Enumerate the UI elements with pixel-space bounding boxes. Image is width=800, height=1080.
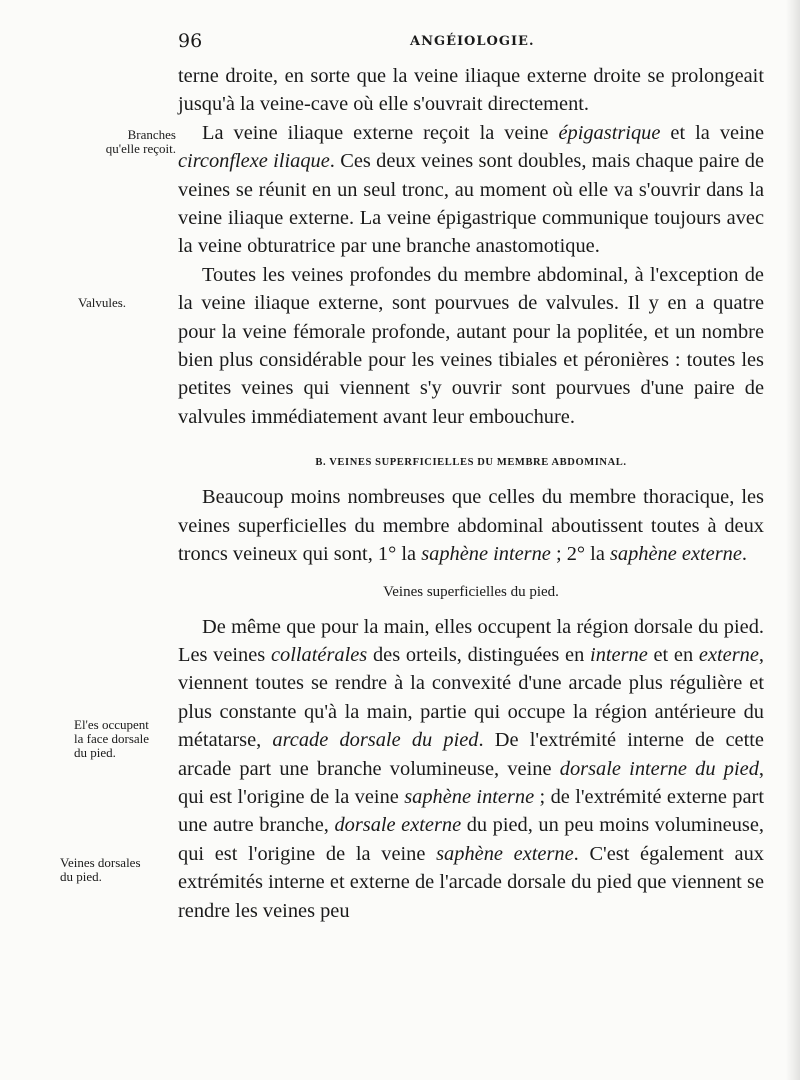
term-epigastrique: épigastrique xyxy=(558,121,661,144)
paragraph-valvules: Toutes les veines profondes du membre abdominal, à l'exception de la veine iliaque externe, sont pourvues de valvules. Il y en a quatre pour la veine fémorale profonde, autant pour la poplitée, et un nombre bien plus considérable pour les veines tibiales et péronières : toutes les petites veines qui viennent s'y ouvrir sont pourvues d'une paire de valvules immédiatement avant leur embouchure. xyxy=(178,263,764,428)
sidenote-valvules xyxy=(78,296,168,310)
running-head xyxy=(178,30,763,54)
sidenote-line: El'es occupent xyxy=(74,717,149,732)
term-saphene-interne-2: saphène interne xyxy=(404,785,535,808)
sidenote-line: du pied. xyxy=(60,869,102,884)
term-dorsale-externe: dorsale externe xyxy=(334,814,462,837)
term-saphene-interne: saphène interne xyxy=(421,543,551,566)
section-heading: B. VEINES SUPERFICIELLES DU MEMBRE ABDOMINAL. xyxy=(315,457,627,469)
page-number: 96 xyxy=(178,30,203,52)
page-edge-shadow xyxy=(786,0,800,1080)
paragraph-branches: La veine iliaque externe reçoit la veine épigastrique et la veine circonflexe iliaque. Ces deux veines sont doubles, mais chaque paire de veines se réunit en un seul tronc, au moment où elle va s'ouvrir dans la veine iliaque externe. La veine épigastrique communique toujours avec la veine obturatrice par une branche anastomotique. xyxy=(178,121,765,258)
term-externe: externe xyxy=(698,643,759,666)
sidenote-line: Valvules. xyxy=(78,295,127,310)
term-saphene-externe: saphène externe xyxy=(609,543,742,566)
paragraph-pied: De même que pour la main, elles occupent la région dorsale du pied. Les veines collatérales des orteils, distinguées en interne et en externe, viennent toutes se rendre à la convexité d'une arcade plus régulière et plus constante qu'à la main, partie qui occupe la région antérieure du métatarse, arcade dorsale du pied. De l'extrémité interne de cette arcade part une branche volumineuse, veine dorsale interne du pied, qui est l'origine de la veine saphène interne ; de l'extrémité externe part une autre branche, dorsale externe du pied, un peu moins volumineuse, qui est l'origine de la veine saphène externe. C'est également aux extrémités interne et externe de l'arcade dorsale du pied que viennent se rendre les veines peu xyxy=(178,615,764,922)
sidenote-occupent xyxy=(74,718,178,760)
running-head-title: ANGÉIOLOGIE. xyxy=(410,34,535,49)
sidenote-dorsales xyxy=(60,856,178,884)
sidenote-branches xyxy=(88,128,176,156)
body-text xyxy=(178,62,764,925)
sidenote-line: Branches xyxy=(127,127,176,142)
paragraph-continued: terne droite, en sorte que la veine iliaque externe droite se prolongeait jusqu'à la veine-cave où elle s'ouvrait directement. xyxy=(178,65,764,116)
term-circonflexe-iliaque: circonflexe iliaque xyxy=(178,150,330,173)
sidenote-line: du pied. xyxy=(74,745,116,760)
sidenote-line: la face dorsale xyxy=(74,731,150,746)
term-collaterales: collatérales xyxy=(270,643,368,666)
term-dorsale-interne: dorsale interne du pied xyxy=(559,757,759,780)
sub-heading: Veines superficielles du pied. xyxy=(383,583,559,600)
term-interne: interne xyxy=(590,643,648,666)
sidenote-line: qu'elle reçoit. xyxy=(105,141,176,156)
term-arcade-dorsale: arcade dorsale du pied xyxy=(272,729,479,752)
sidenote-line: Veines dorsales xyxy=(60,855,141,870)
paragraph-superficielles: Beaucoup moins nombreuses que celles du membre thoracique, les veines superficielles du membre abdominal aboutissent toutes à deux troncs veineux qui sont, 1° la saphène interne ; 2° la saphène externe. xyxy=(178,486,764,566)
term-saphene-externe-2: saphène externe xyxy=(436,842,574,865)
